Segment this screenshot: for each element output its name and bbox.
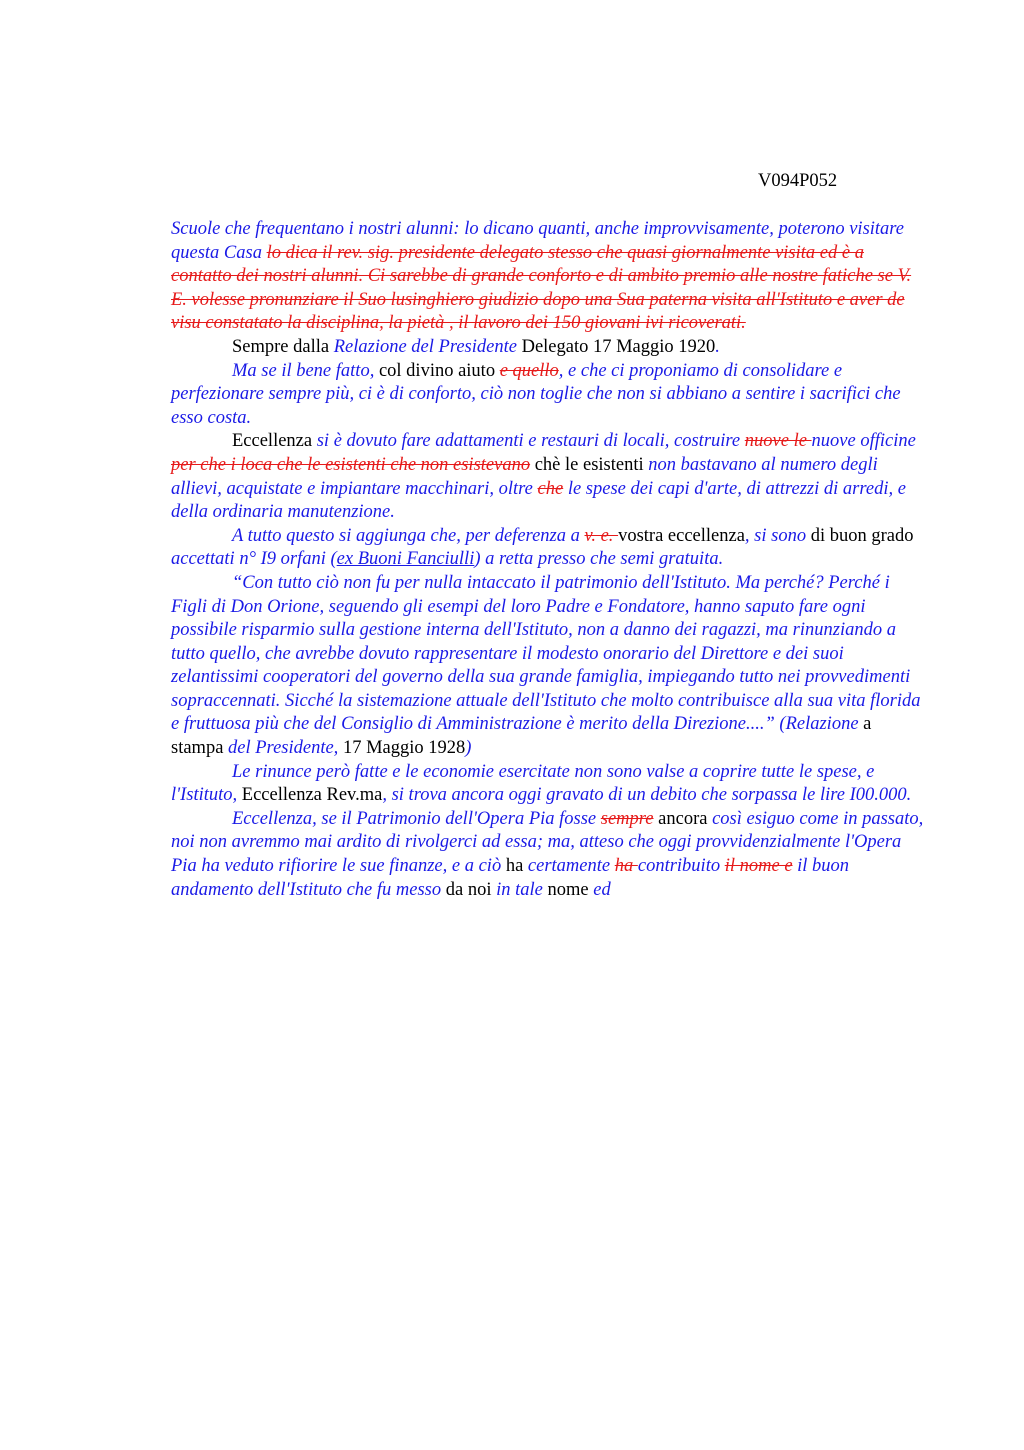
inserted-text: non bastavano al numero degli allievi, acquistate e impiantare macchinari, oltre [171, 454, 878, 499]
inserted-text: in tale [496, 879, 543, 900]
inserted-text: contribuito [637, 856, 725, 877]
original-text: col divino aiuto [378, 360, 500, 381]
page-identifier: V094P052 [758, 171, 838, 191]
underlined-text: ex Buoni Fanciulli [336, 549, 475, 570]
paragraph [171, 572, 927, 761]
original-text: a stampa [171, 714, 872, 759]
inserted-text: le spese dei capi d'arte, di attrezzi di arredi, e della ordinaria manutenzione. [171, 478, 906, 523]
paragraph [171, 360, 927, 431]
original-text: Delegato 17 Maggio 1920 [516, 336, 716, 357]
inserted-text: del Presidente, [228, 738, 339, 759]
inserted-text: Relazione del Presidente [333, 336, 517, 357]
original-text: vostra eccellenza [618, 525, 745, 546]
original-text: nome [542, 879, 594, 900]
paragraph [171, 218, 927, 336]
inserted-text: certamente [527, 856, 615, 877]
paragraph [171, 336, 927, 360]
deleted-text: v. e. [584, 525, 619, 546]
original-text: ancora [653, 808, 713, 829]
deleted-text: ha [614, 856, 638, 877]
deleted-text: nuove le [744, 431, 812, 452]
original-text: da noi [441, 879, 497, 900]
inserted-text: , si trova ancora oggi gravato di un debito che sorpassa le lire I00.000. [382, 785, 912, 806]
original-text: Sempre dalla [232, 336, 334, 357]
original-text: ha [505, 856, 528, 877]
inserted-text: ) [465, 738, 472, 759]
inserted-text: Ma se il bene fatto, [232, 360, 379, 381]
inserted-text: nuove officine [811, 431, 916, 452]
deleted-text: sempre [600, 808, 654, 829]
inserted-text: ed [593, 879, 611, 900]
inserted-text: A tutto questo si aggiunga che, per deferenza a [232, 525, 585, 546]
original-text: Eccellenza Rev.ma [237, 785, 383, 806]
paragraph [171, 761, 927, 808]
deleted-text: che [537, 478, 564, 499]
deleted-text: e quello [499, 360, 559, 381]
inserted-text: Eccellenza, se il Patrimonio dell'Opera Pia fosse [232, 808, 601, 829]
inserted-text: così esiguo come in passato, noi non avremmo mai ardito di rivolgerci ad essa; ma, atteso che oggi provvidenzialmente l'Opera Pia ha veduto rifiorire le sue finanze, e a ciò [171, 808, 924, 877]
original-text: Eccellenza [232, 431, 317, 452]
original-text: chè le esistenti [530, 454, 649, 475]
deleted-text: lo dica il rev. sig. presidente delegato stesso che quasi giornalmente visita ed è a contatto dei nostri alunni. Ci sarebbe di grande conforto e di ambito premio alle nostre fatiche se V. E. volesse pronunziare il Suo lusinghiero giudizio dopo una Sua paterna visita all'Istituto e aver de visu constatato la disciplina, la pietà , il lavoro dei 150 giovani ivi ricoverati. [171, 242, 912, 334]
inserted-text: Le rinunce però fatte e le economie esercitate non sono valse a coprire tutte le spese, e l'Istituto, [171, 761, 875, 806]
paragraph [171, 430, 927, 524]
inserted-text: , si sono [744, 525, 807, 546]
original-text: 17 Maggio 1928 [338, 738, 466, 759]
inserted-text: Scuole che frequentano i nostri alunni: lo dicano quanti, anche improvvisamente, poterono visitare questa Casa [171, 219, 905, 263]
inserted-text: . [715, 336, 720, 357]
inserted-text: “Con tutto ciò non fu per nulla intaccato il patrimonio dell'Istituto. Ma perché? Perché i Figli di Don Orione, seguendo gli esempi del loro Padre e Fondatore, hanno saputo fare ogni possibile risparmio sulla gestione interna dell'Istituto, non a danno dei ragazzi, ma rinunziando a tutto quello, che avrebbe dovuto rappresentare il modesto onorario del Direttore e dei suoi zelantissimi cooperatori del governo della sua grande famiglia, impiegando tutto nei provvedimenti sopraccennati. Sicché la sistemazione attuale dell'Istituto che molto contribuisce alla sua vita florida e fruttuosa più che del Consiglio di Amministrazione è merito della Direzione....” (Relazione [171, 572, 921, 735]
original-text: di buon grado [806, 525, 914, 546]
paragraph [171, 808, 927, 902]
inserted-text: accettati n° I9 orfani ( [171, 549, 337, 570]
inserted-text: il buon andamento dell'Istituto che fu messo [171, 856, 850, 900]
paragraph [171, 525, 927, 572]
inserted-text: , e che ci proponiamo di consolidare e perfezionare sempre più, ci è di conforto, ciò non toglie che non si abbiano a sentire i sacrifici che esso costa. [171, 360, 901, 428]
deleted-text: per che i loca che le esistenti che non esistevano [171, 454, 531, 475]
inserted-text: ) a retta presso che semi gratuita. [474, 549, 724, 570]
document-body [171, 218, 927, 902]
deleted-text: il nome e [724, 856, 793, 877]
inserted-text: si è dovuto fare adattamenti e restauri di locali, costruire [316, 431, 745, 452]
